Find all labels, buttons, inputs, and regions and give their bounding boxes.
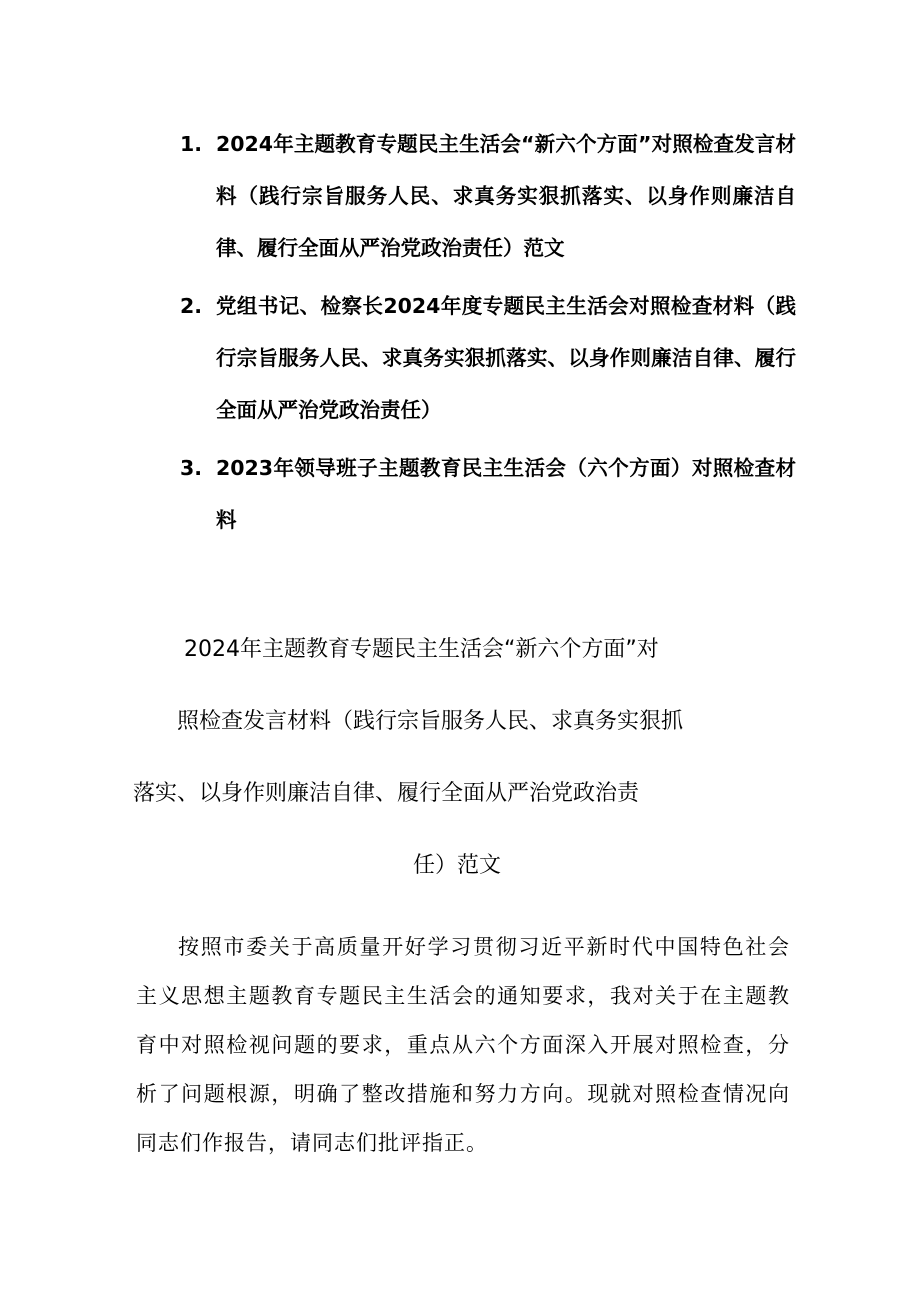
- toc-item-text: 党组书记、检察长2024年度专题民主生活会对照检查材料（践行宗旨服务人民、求真务实狠抓落实、以身作则廉洁自律、履行全面从严治党政治责任）: [216, 294, 796, 422]
- body-paragraph: 按照市委关于高质量开好学习贯彻习近平新时代中国特色社会主义思想主题教育专题民主生活会的通知要求，我对关于在主题教育中对照检视问题的要求，重点从六个方面深入开展对照检查，分析了问题根源，明确了整改措施和努力方向。现就对照检查情况向同志们作报告，请同志们批评指正。: [136, 935, 790, 1155]
- article-title: [120, 614, 800, 902]
- title-line-4: 任）范文: [413, 853, 502, 878]
- toc-item-3: [180, 442, 796, 546]
- toc-item-text: 2024年主题教育专题民主生活会“新六个方面”对照检查发言材料（践行宗旨服务人民、求真务实狠抓落实、以身作则廉洁自律、履行全面从严治党政治责任）范文: [216, 132, 796, 260]
- title-line-3: 落实、以身作则廉洁自律、履行全面从严治党政治责: [133, 781, 640, 806]
- toc-item-number: 3.: [180, 456, 203, 480]
- title-line-2: 照检查发言材料（践行宗旨服务人民、求真务实狠抓: [177, 709, 684, 734]
- toc-item-number: 2.: [180, 294, 203, 318]
- toc-item-1: [180, 118, 796, 274]
- toc-item-number: 1.: [180, 132, 203, 156]
- title-line-1: 2024年主题教育专题民主生活会“新六个方面”对: [184, 637, 659, 662]
- toc-item-text: 2023年领导班子主题教育民主生活会（六个方面）对照检查材料: [216, 456, 796, 532]
- toc-item-2: [180, 280, 796, 436]
- table-of-contents: [180, 118, 796, 552]
